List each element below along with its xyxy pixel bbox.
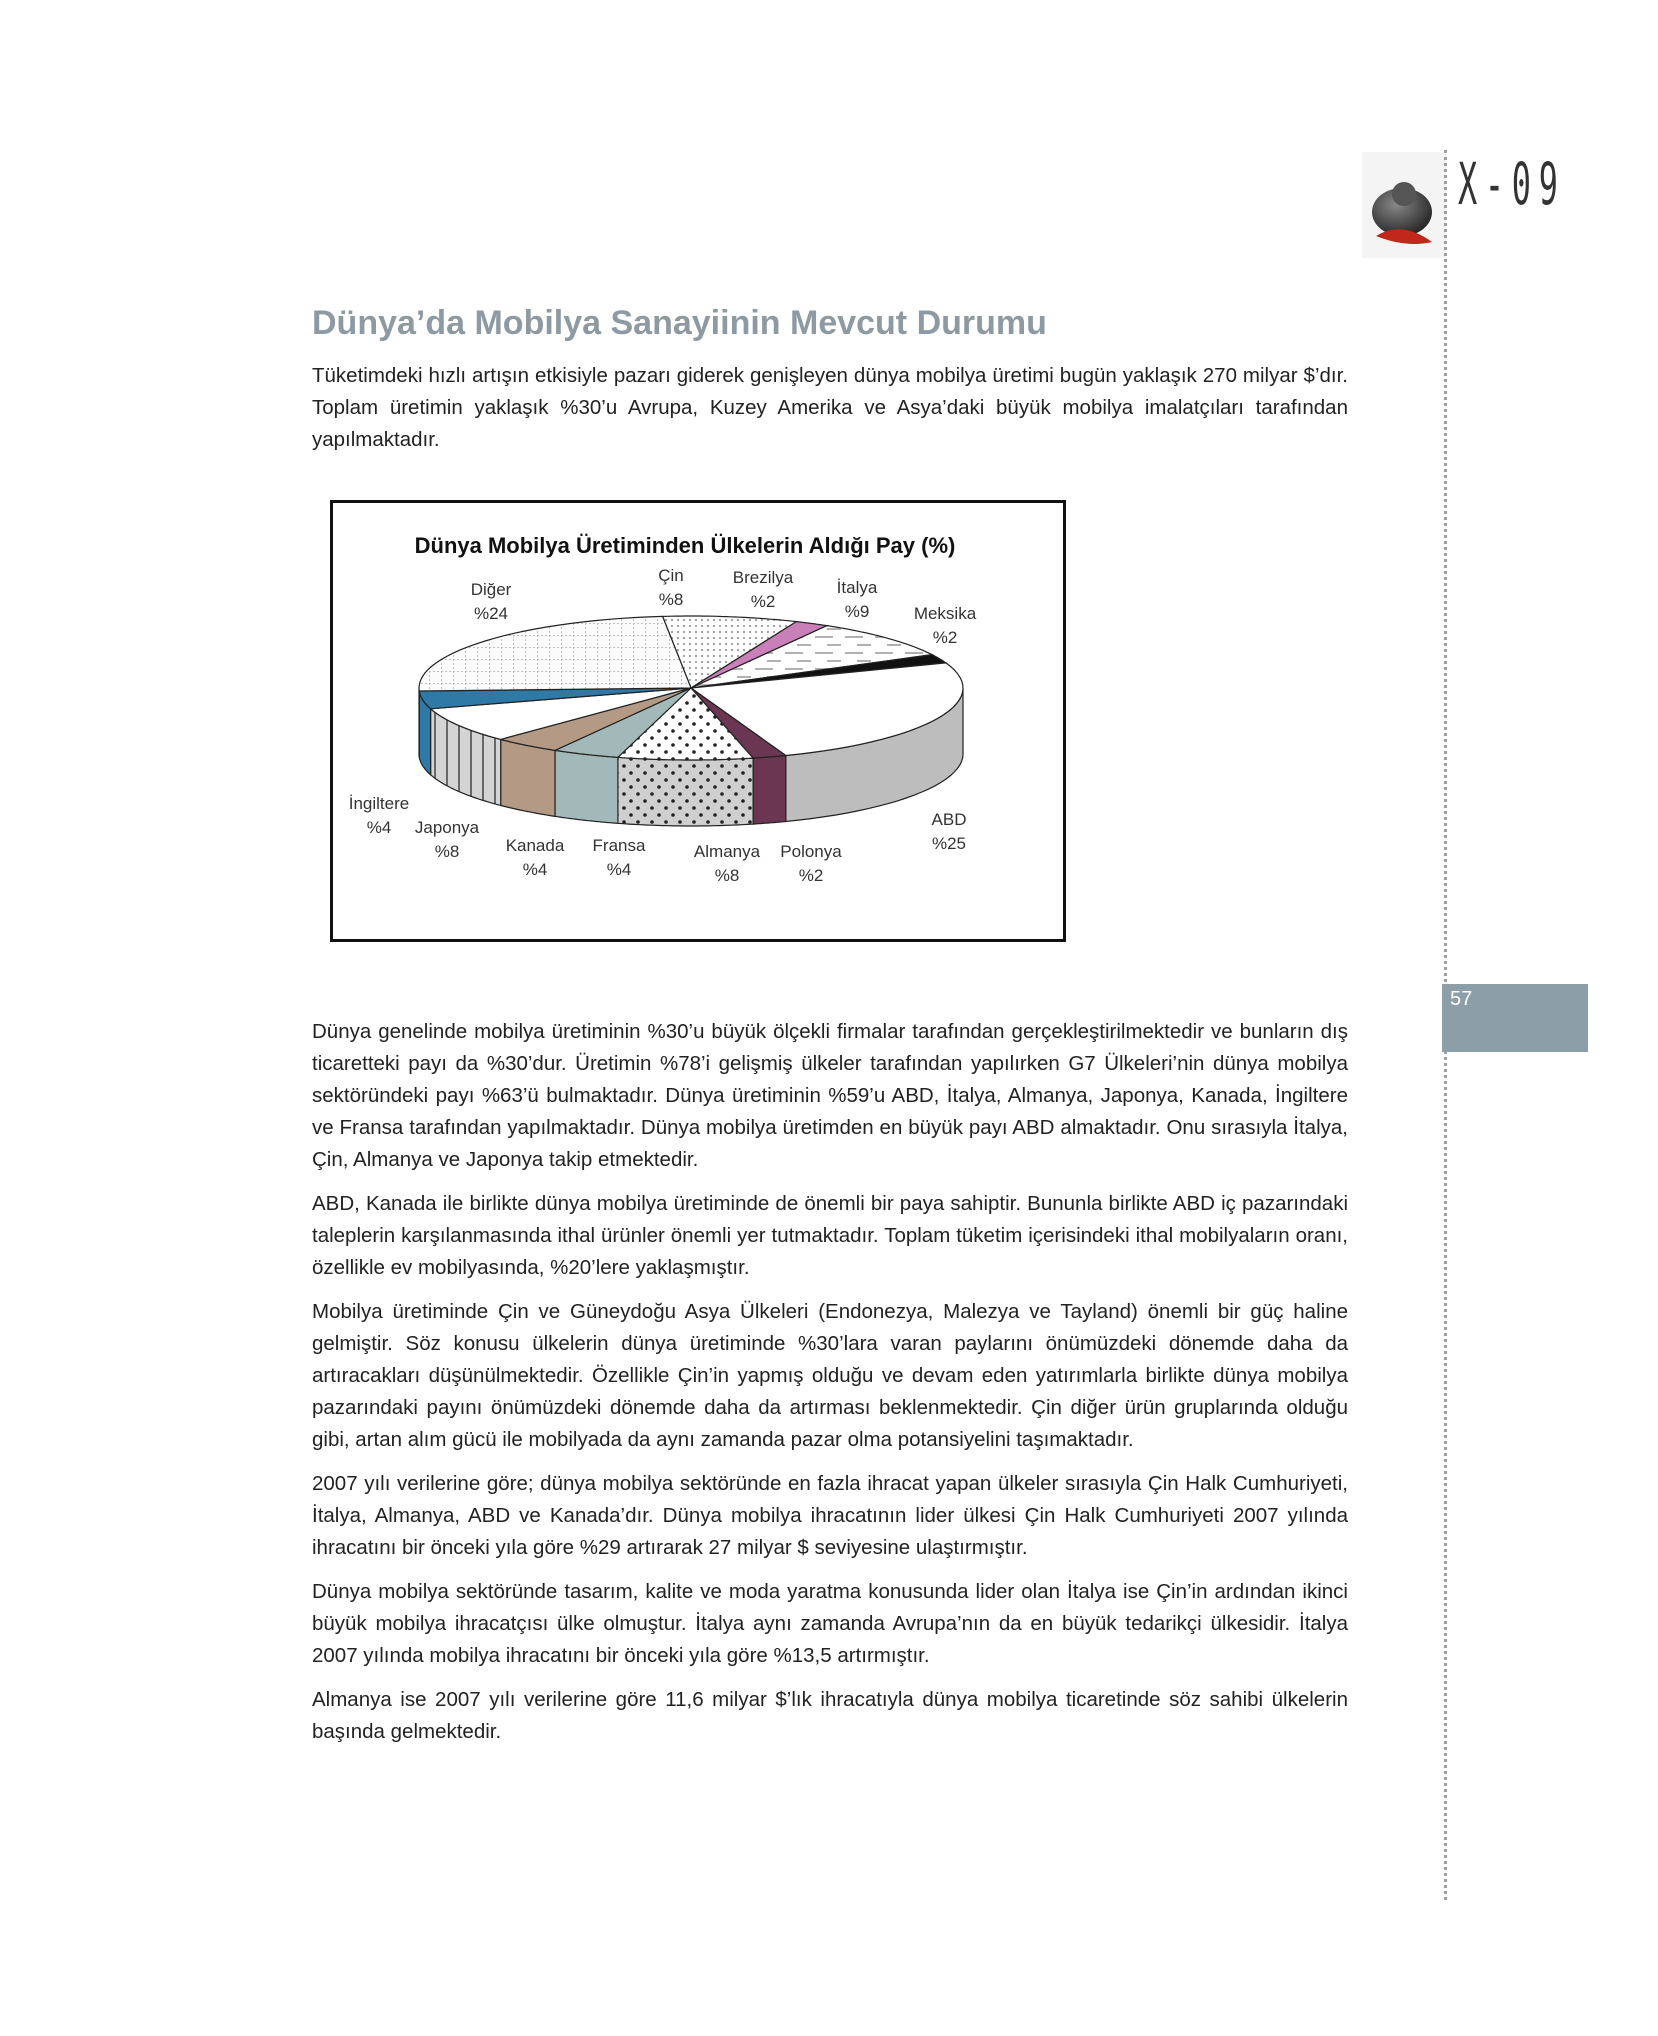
- pie-label-name: Diğer: [470, 580, 512, 599]
- paragraph: Dünya mobilya sektöründe tasarım, kalite ve moda yaratma konusunda lider olan İtalya ise Çin’in ardından ikinci büyük mobilya ihracatçısı ülke olmuştur. İtalya aynı zamanda Avrupa’nın da en büyük tedarikçi ülkesidir. İtalya 2007 yılında mobilya ihracatını bir önceki yıla göre %13,5 artırmıştır.: [312, 1580, 1348, 1667]
- section-title: Dünya’da Mobilya Sanayiinin Mevcut Durumu: [312, 304, 1047, 342]
- logo: [1362, 152, 1446, 258]
- pie-label-name: Meksika: [913, 604, 977, 623]
- paragraph: ABD, Kanada ile birlikte dünya mobilya üretiminde de önemli bir paya sahiptir. Bununla birlikte ABD iç pazarındaki taleplerin karşılanmasında ithal ürünler önemli yer tutmaktadır. Toplam tüketim içerisindeki ithal mobilyaların oranı, özellikle ev mobilyasında, %20’lere yaklaşmıştır.: [312, 1192, 1348, 1279]
- pie-label-fransa: [593, 836, 646, 879]
- pie-chart-frame: [330, 500, 1066, 942]
- pie-label-name: Fransa: [592, 836, 646, 855]
- pie-side-almanya: [618, 757, 753, 826]
- pie-side-polonya: [753, 756, 786, 825]
- pie-label-value: %2: [750, 592, 776, 611]
- pie-side-fransa: [555, 750, 618, 823]
- pie-label-abd: [932, 810, 967, 853]
- pie-label-almanya: [694, 842, 761, 885]
- pie-label-name: Polonya: [780, 842, 842, 861]
- pie-label-ingiltere: [349, 794, 409, 837]
- pie-label-value: %2: [798, 866, 824, 885]
- pie-label-italya: [837, 578, 878, 621]
- pie-label-brezilya: [733, 568, 794, 611]
- intro-paragraph: Tüketimdeki hızlı artışın etkisiyle pazarı giderek genişleyen dünya mobilya üretimi bugün yaklaşık 270 milyar $’dır. Toplam üretimin yaklaşık %30’u Avrupa, Kuzey Amerika ve Asya’daki büyük mobilya imalatçıları tarafından yapılmaktadır.: [312, 364, 1348, 451]
- pie-label-value: %8: [658, 590, 684, 609]
- paragraph: Dünya genelinde mobilya üretiminin %30’u büyük ölçekli firmalar tarafından gerçekleştirilmektedir ve bunların dış ticaretteki payı da %30’dur. Üretimin %78’i gelişmiş ülkeler tarafından yapılırken G7 Ülkeleri’nin dünya mobilya sektöründeki payı %63’ü bulmaktadır. Dünya üretiminin %59’u ABD, İtalya, Almanya, Japonya, Kanada, İngiltere ve Fransa tarafından yapılmaktadır. Dünya mobilya üretimden en büyük payı ABD almaktadır. Onu sırasıyla İtalya, Çin, Almanya ve Japonya takip etmektedir.: [312, 1020, 1348, 1171]
- pie-label-name: Almanya: [693, 842, 761, 861]
- pie-label-diger: [471, 580, 512, 623]
- page-number-tab: [1442, 984, 1588, 1052]
- paragraph: Almanya ise 2007 yılı verilerine göre 11,6 milyar $’lık ihracatıyla dünya mobilya ticaretinde söz sahibi ülkelerin başında gelmektedir.: [312, 1688, 1348, 1743]
- pie-label-kanada: [506, 836, 565, 879]
- pie-label-value: %25: [931, 834, 967, 853]
- pie-label-name: İngiltere: [348, 794, 410, 813]
- pie-label-name: Brezilya: [732, 568, 794, 587]
- paragraph: Mobilya üretiminde Çin ve Güneydoğu Asya Ülkeleri (Endonezya, Malezya ve Tayland) önemli bir güç haline gelmiştir. Söz konusu ülkelerin dünya üretiminde %30’lara varan paylarını önümüzdeki dönemde daha da artıracakları düşünülmektedir. Özellikle Çin’in yapmış olduğu ve devam eden yatırımlarla birlikte dünya mobilya pazarındaki payını önümüzdeki dönemde daha da artırması beklenmektedir. Çin diğer ürün gruplarında olduğu gibi, artan alım gücü ile mobilyada da aynı zamanda pazar olma potansiyelini taşımaktadır.: [312, 1300, 1348, 1451]
- pie-label-name: ABD: [931, 810, 967, 829]
- chart-title: Dünya Mobilya Üretiminden Ülkelerin Aldığı Pay (%): [414, 533, 956, 558]
- pie-label-value: %4: [522, 860, 548, 879]
- pie-slice-diger: [419, 616, 691, 691]
- pie-label-value: %9: [844, 602, 870, 621]
- pie-label-value: %8: [434, 842, 460, 861]
- pie-label-name: Kanada: [505, 836, 565, 855]
- pie-label-value: %24: [473, 604, 509, 623]
- pie-side-kanada: [501, 739, 555, 816]
- pie-label-name: Japonya: [414, 818, 480, 837]
- pie-label-value: %4: [606, 860, 632, 879]
- paragraph: 2007 yılı verilerine göre; dünya mobilya sektöründe en fazla ihracat yapan ülkeler sırasıyla Çin Halk Cumhuriyeti, İtalya, Almanya, ABD ve Kanada’dır. Dünya mobilya ihracatının lider ülkesi Çin Halk Cumhuriyeti 2007 yılında ihracatını bir önceki yıla göre %29 artırarak 27 milyar $ seviyesine ulaştırmıştır.: [312, 1472, 1348, 1559]
- pie-label-value: %4: [366, 818, 392, 837]
- pie-chart: [333, 503, 1063, 939]
- pie-label-value: %8: [714, 866, 740, 885]
- page-number: 57: [1450, 988, 1473, 1010]
- pie-label-japonya: [415, 818, 480, 861]
- pie-label-name: Çin: [658, 566, 684, 585]
- pie-label-meksika: [914, 604, 977, 647]
- pie-label-value: %2: [932, 628, 958, 647]
- pie-label-polonya: [780, 842, 842, 885]
- pie-label-cin: [658, 566, 684, 609]
- document-code: X-09: [1458, 150, 1566, 218]
- pie-label-name: İtalya: [836, 578, 878, 597]
- body-text: [312, 1016, 1348, 1760]
